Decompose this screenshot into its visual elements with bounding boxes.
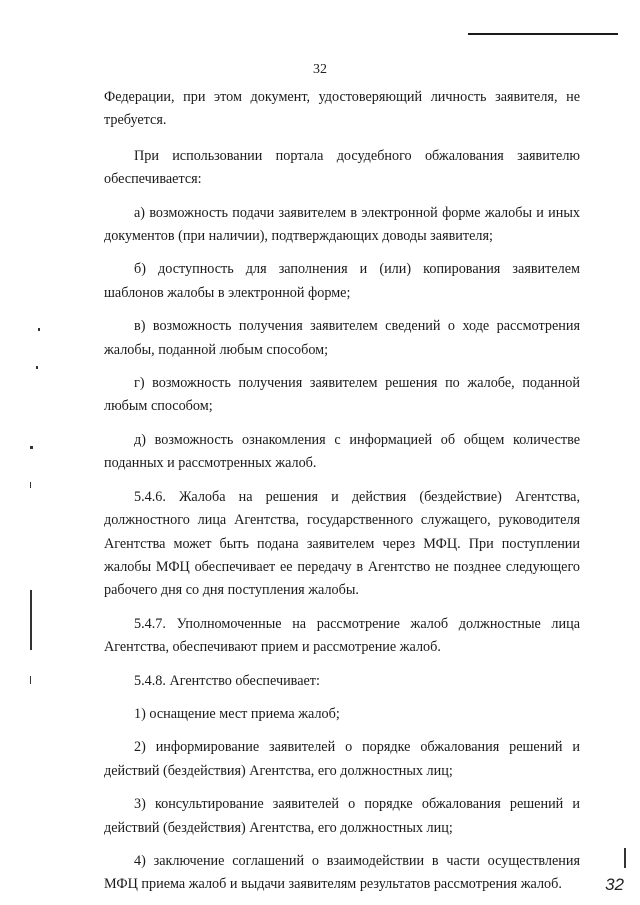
numbered-item-2: 2) информирование заявителей о порядке обжалования решений и действий (бездействия) Агентства, его должностных лиц;	[104, 739, 580, 779]
list-item-a: а) возможность подачи заявителем в электронной форме жалобы и иных документов (при наличии), подтверждающих доводы заявителя;	[104, 204, 580, 245]
scan-mark	[38, 328, 40, 331]
clause-5-4-7: 5.4.7. Уполномоченные на рассмотрение жалоб должностные лица Агентства, обеспечивают прием и рассмотрение жалоб.	[104, 615, 580, 656]
paragraph-continuation: Федерации, при этом документ, удостоверяющий личность заявителя, не требуется.	[104, 89, 580, 129]
document-body	[104, 86, 580, 897]
scan-mark	[30, 446, 33, 449]
list-item-g: г) возможность получения заявителем решения по жалобе, поданной любым способом;	[104, 375, 580, 415]
numbered-item-1: 1) оснащение мест приема жалоб;	[134, 705, 340, 722]
scan-mark	[36, 366, 38, 369]
clause-5-4-6: 5.4.6. Жалоба на решения и действия (бездействие) Агентства, должностного лица Агентства, государственного служащего, руководителя Агентства может быть подана заявителем через МФЦ. При поступлении жалобы МФЦ обеспечивает ее передачу в Агентство не позднее следующего рабочего дня со дня поступления жалобы.	[104, 488, 580, 599]
scan-mark	[30, 482, 31, 488]
list-item-v: в) возможность получения заявителем сведений о ходе рассмотрения жалобы, поданной любым способом;	[104, 318, 580, 358]
scan-mark	[30, 676, 31, 684]
page-number: 32	[313, 62, 327, 77]
numbered-item-3: 3) консультирование заявителей о порядке обжалования решений и действий (бездействия) Агентства, его должностных лиц;	[104, 796, 580, 836]
scan-mark	[624, 848, 626, 868]
clause-5-4-8: 5.4.8. Агентство обеспечивает:	[134, 672, 320, 689]
corner-page-number: 32	[605, 875, 624, 894]
list-item-d: д) возможность ознакомления с информацией об общем количестве поданных и рассмотренных жалоб.	[104, 431, 580, 472]
header-rule	[468, 33, 618, 35]
list-item-b: б) доступность для заполнения и (или) копирования заявителем шаблонов жалобы в электронной форме;	[104, 261, 580, 301]
scan-mark	[30, 590, 32, 650]
numbered-item-4: 4) заключение соглашений о взаимодействии в части осуществления МФЦ приема жалоб и выдачи заявителям результатов рассмотрения жалоб.	[104, 852, 580, 893]
paragraph-portal-intro: При использовании портала досудебного обжалования заявителю обеспечивается:	[104, 147, 580, 188]
